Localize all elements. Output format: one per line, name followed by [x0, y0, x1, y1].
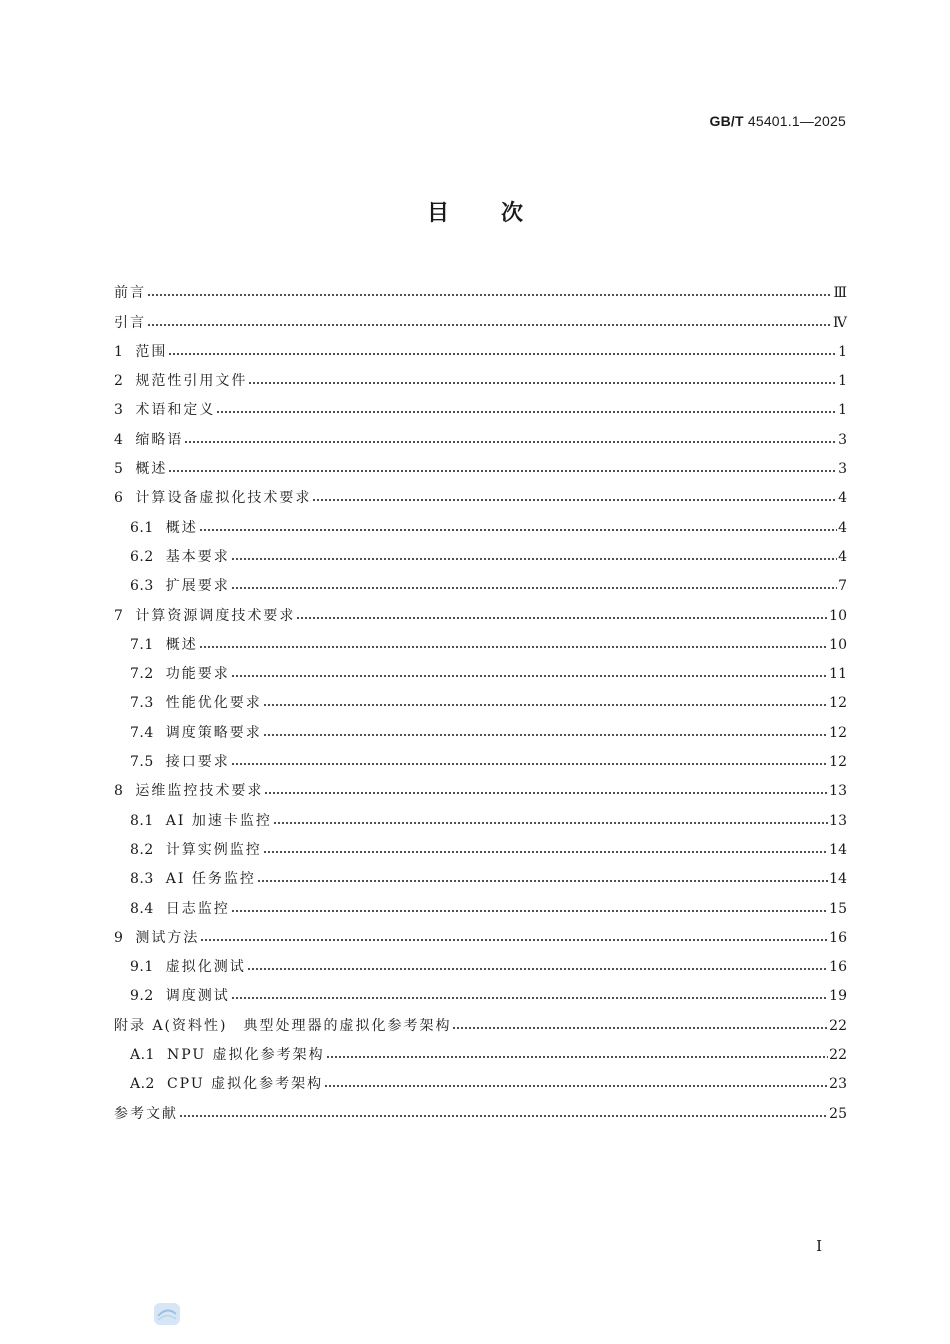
toc-entry[interactable]	[114, 623, 847, 652]
toc-entry[interactable]	[114, 271, 847, 300]
toc-entry-label: 日志监控	[165, 900, 230, 917]
toc-entry[interactable]	[114, 447, 847, 476]
dot-leader	[147, 323, 832, 327]
toc-entry-label: 计算实例监控	[165, 841, 262, 858]
standard-code	[710, 113, 847, 129]
toc-entry[interactable]	[114, 476, 847, 505]
toc-entry-page: 15	[829, 900, 847, 917]
dot-leader	[199, 528, 837, 532]
toc-entry-number: 4	[114, 431, 124, 448]
toc-entry-label: 附录 A(资料性) 典型处理器的虚拟化参考架构	[114, 1017, 452, 1034]
toc-entry-label: 参考文献	[114, 1105, 178, 1122]
toc-entry-label: 运维监控技术要求	[135, 783, 264, 800]
toc-entry[interactable]	[114, 857, 847, 886]
toc-entry[interactable]	[114, 740, 847, 769]
toc-entry-label: 调度策略要求	[165, 724, 262, 741]
toc-entry[interactable]	[114, 593, 847, 622]
toc-entry[interactable]	[114, 388, 847, 417]
dot-leader	[248, 381, 837, 385]
toc-entry-number: 3	[114, 402, 124, 419]
toc-entry-page: 14	[829, 841, 847, 858]
toc-entry-label: 性能优化要求	[165, 695, 262, 712]
toc-entry-label: 术语和定义	[135, 402, 216, 419]
dot-leader	[231, 586, 837, 590]
toc-entry-number: 6.3	[130, 578, 154, 595]
dot-leader	[263, 703, 828, 707]
dot-leader	[257, 879, 828, 883]
toc-entry-label: 范围	[135, 343, 168, 360]
toc-entry-number: 6.2	[130, 548, 154, 565]
toc-entry-number: 6	[114, 490, 124, 507]
toc-entry-page: 7	[838, 578, 847, 595]
toc-entry-number: 8.4	[130, 900, 154, 917]
toc-entry[interactable]	[114, 1033, 847, 1062]
toc-entry-label: AI 任务监控	[165, 871, 256, 888]
dot-leader	[324, 1084, 828, 1088]
toc-entry-page: 22	[829, 1047, 847, 1064]
toc-entry-number: A.1	[130, 1047, 155, 1064]
dot-leader	[231, 996, 828, 1000]
toc-entry-page: 22	[829, 1017, 847, 1034]
toc-entry-number: 7.4	[130, 724, 154, 741]
toc-entry-number: A.2	[130, 1076, 155, 1093]
toc-entry-page: 4	[838, 548, 847, 565]
toc-entry-page: 11	[829, 666, 847, 683]
toc-entry[interactable]	[114, 1062, 847, 1091]
dot-leader	[168, 469, 837, 473]
toc-entry[interactable]	[114, 828, 847, 857]
toc-entry-page: 12	[829, 754, 847, 771]
sac-watermark-logo	[152, 1300, 182, 1328]
toc-entry-label: 计算设备虚拟化技术要求	[135, 490, 312, 507]
toc-entry[interactable]	[114, 710, 847, 739]
toc-entry-number: 7.2	[130, 666, 154, 683]
toc-entry[interactable]	[114, 535, 847, 564]
toc-entry-page: 23	[829, 1076, 847, 1093]
toc-entry-number: 7	[114, 607, 124, 624]
toc-entry-label: 基本要求	[165, 548, 230, 565]
toc-entry-number: 7.5	[130, 754, 154, 771]
toc-entry-page: Ⅳ	[833, 314, 847, 331]
toc-entry-number: 8.3	[130, 871, 154, 888]
toc-entry-page: 12	[829, 695, 847, 712]
toc-entry-number: 7.3	[130, 695, 154, 712]
toc-entry[interactable]	[114, 945, 847, 974]
dot-leader	[326, 1055, 829, 1059]
toc-entry[interactable]	[114, 1003, 847, 1032]
toc-entry-number: 8	[114, 783, 124, 800]
toc-entry-page: 12	[829, 724, 847, 741]
toc-entry-page: 25	[829, 1105, 847, 1122]
toc-entry-label: CPU 虚拟化参考架构	[166, 1076, 324, 1093]
toc-entry[interactable]	[114, 798, 847, 827]
toc-entry-page: 4	[838, 519, 847, 536]
dot-leader	[296, 616, 828, 620]
toc-entry-label: 规范性引用文件	[135, 373, 248, 390]
toc-entry[interactable]	[114, 974, 847, 1003]
dot-leader	[168, 352, 837, 356]
toc-entry-page: 3	[838, 461, 847, 478]
standard-prefix: GB/T	[709, 113, 744, 129]
dot-leader	[264, 791, 828, 795]
toc-entry-label: 引言	[114, 314, 146, 331]
toc-entry-label: 计算资源调度技术要求	[135, 607, 296, 624]
toc-entry[interactable]	[114, 330, 847, 359]
toc-entry-page: 16	[829, 959, 847, 976]
toc-entry-number: 5	[114, 461, 124, 478]
toc-entry-label: 测试方法	[135, 929, 200, 946]
dot-leader	[312, 498, 837, 502]
page-number: I	[816, 1237, 822, 1255]
toc-entry[interactable]	[114, 769, 847, 798]
toc-entry-page: 4	[838, 490, 847, 507]
toc-entry-label: 接口要求	[165, 754, 230, 771]
toc-entry-page: 14	[829, 871, 847, 888]
toc-entry[interactable]	[114, 359, 847, 388]
toc-entry-number: 9.1	[130, 959, 154, 976]
toc-entry-page: 13	[829, 783, 847, 800]
toc-entry-label: 缩略语	[135, 431, 184, 448]
toc-entry[interactable]	[114, 300, 847, 329]
toc-entry-label: 调度测试	[165, 988, 230, 1005]
toc-entry-number: 8.2	[130, 841, 154, 858]
toc-entry-number: 2	[114, 373, 124, 390]
toc-entry[interactable]	[114, 505, 847, 534]
toc-entry-page: 19	[829, 988, 847, 1005]
dot-leader	[231, 557, 837, 561]
dot-leader	[199, 645, 828, 649]
toc-entry[interactable]	[114, 1091, 847, 1120]
toc-entry[interactable]	[114, 564, 847, 593]
toc-entry-label: 概述	[165, 636, 198, 653]
toc-entry-page: 1	[838, 402, 847, 419]
toc-entry-number: 9.2	[130, 988, 154, 1005]
toc-entry-number: 8.1	[130, 812, 154, 829]
toc-entry-label: 概述	[165, 519, 198, 536]
toc-entry-page: 3	[838, 431, 847, 448]
dot-leader	[231, 674, 828, 678]
toc-entry-label: 虚拟化测试	[165, 959, 246, 976]
page-title: 目次	[426, 201, 575, 226]
toc-entry-label: AI 加速卡监控	[165, 812, 272, 829]
toc-entry-number: 7.1	[130, 636, 154, 653]
dot-leader	[263, 850, 828, 854]
dot-leader	[273, 821, 828, 825]
dot-leader	[231, 909, 828, 913]
toc-entry-page: 10	[829, 607, 847, 624]
dot-leader	[200, 938, 828, 942]
toc-entry-page: 16	[829, 929, 847, 946]
toc-entry[interactable]	[114, 916, 847, 945]
dot-leader	[184, 440, 837, 444]
toc-entry-page: 10	[829, 636, 847, 653]
toc-entry-page: Ⅲ	[833, 285, 847, 302]
toc-entry-page: 1	[838, 343, 847, 360]
toc-entry-label: NPU 虚拟化参考架构	[166, 1047, 325, 1064]
dot-leader	[216, 410, 837, 414]
table-of-contents	[114, 271, 847, 1121]
standard-number: 45401.1—2025	[747, 113, 846, 129]
toc-entry-number: 1	[114, 343, 124, 360]
toc-entry-page: 13	[829, 812, 847, 829]
toc-entry-label: 扩展要求	[165, 578, 230, 595]
toc-entry[interactable]	[114, 681, 847, 710]
toc-entry[interactable]	[114, 417, 847, 446]
dot-leader	[263, 733, 828, 737]
dot-leader	[247, 967, 828, 971]
toc-entry-number: 9	[114, 929, 124, 946]
dot-leader	[179, 1114, 828, 1118]
toc-entry-number: 6.1	[130, 519, 154, 536]
dot-leader	[231, 762, 828, 766]
toc-entry-label: 前言	[114, 285, 146, 302]
toc-entry-page: 1	[838, 373, 847, 390]
dot-leader	[147, 293, 832, 297]
toc-entry[interactable]	[114, 886, 847, 915]
dot-leader	[452, 1026, 828, 1030]
toc-entry-label: 概述	[135, 461, 168, 478]
toc-entry[interactable]	[114, 652, 847, 681]
toc-entry-label: 功能要求	[165, 666, 230, 683]
